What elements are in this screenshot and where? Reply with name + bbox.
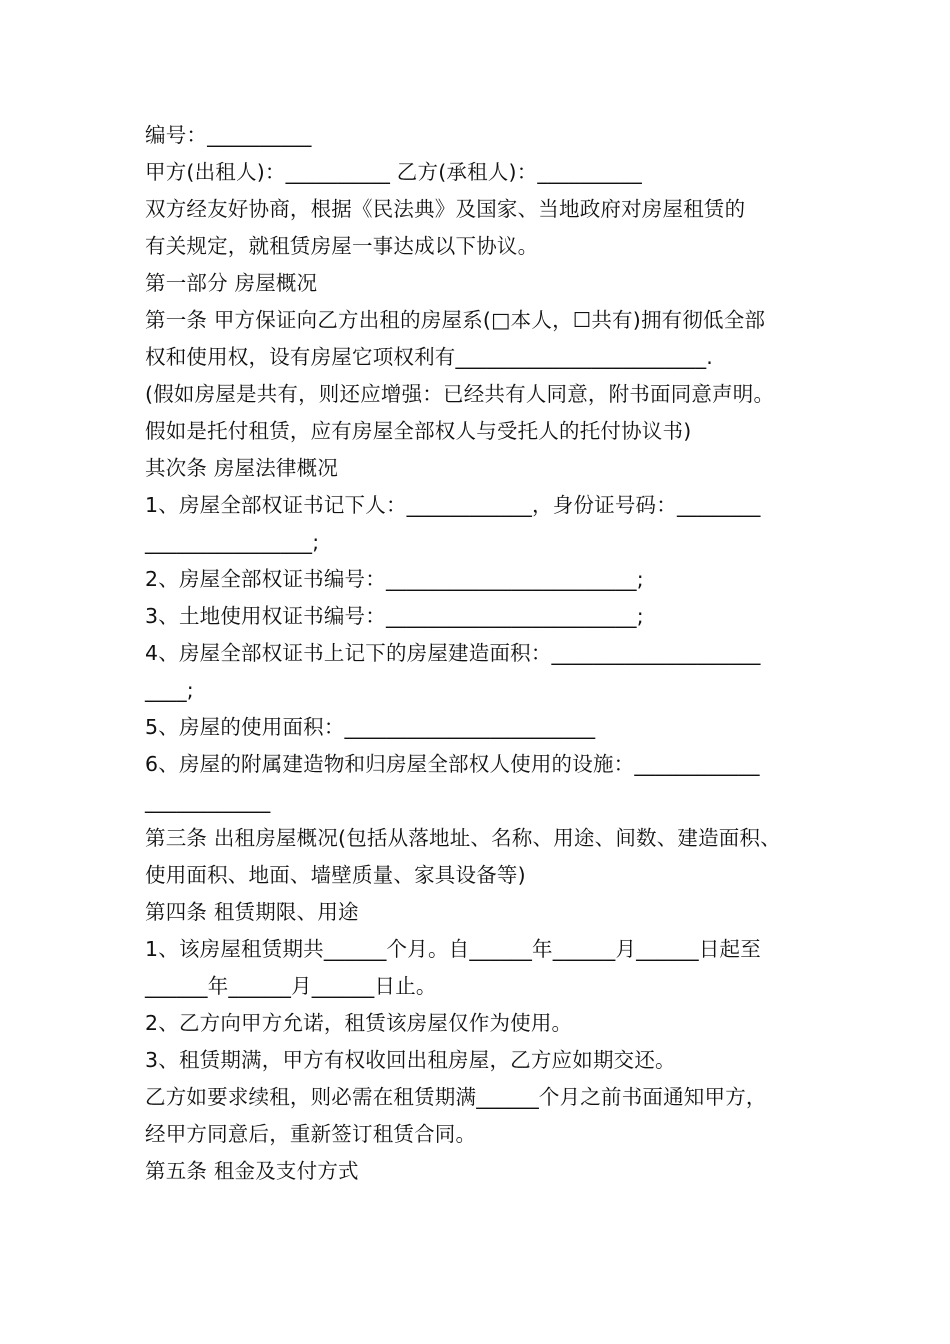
article-one-line-1: 第一条 甲方保证向乙方出租的房屋系(□本人，☐共有)拥有彻低全部 [145,308,766,332]
item-1-line-1: 1、房屋全部权证书记下人：____________，身份证号码：________ [145,493,761,517]
item-4-line-2: ____; [145,678,194,702]
article-one-note-line-2: 假如是托付租赁，应有房屋全部权人与受托人的托付协议书) [145,419,692,443]
item-6-line-1: 6、房屋的附属建造物和归房屋全部权人使用的设施：____________ [145,752,760,776]
renewal-line-2: 经甲方同意后，重新签订租赁合同。 [145,1122,477,1146]
renewal-line-1: 乙方如要求续租，则必需在租赁期满______个月之前书面通知甲方， [145,1085,767,1109]
part-one-heading: 第一部分 房屋概况 [145,271,318,295]
term-line-2: ______年______月______日止。 [145,974,437,998]
article-one-line-2: 权和使用权，设有房屋它项权利有________________________. [145,345,714,369]
use-line: 2、乙方向甲方允诺，租赁该房屋仅作为使用。 [145,1011,573,1035]
item-3-line: 3、土地使用权证书编号：________________________; [145,604,644,628]
document-body [145,117,825,1190]
item-6-line-2: ____________ [145,789,271,813]
preamble-line-1: 双方经友好协商，根据《民法典》及国家、当地政府对房屋租赁的 [145,197,746,221]
article-three-line-1: 第三条 出租房屋概况(包括从落地址、名称、用途、间数、建造面积、 [145,826,781,850]
term-line-1: 1、该房屋租赁期共______个月。自______年______月______日起至 [145,937,761,961]
expiry-line: 3、租赁期满，甲方有权收回出租房屋，乙方应如期交还。 [145,1048,676,1072]
article-three-line-2: 使用面积、地面、墙壁质量、家具设备等) [145,863,526,887]
article-five-heading: 第五条 租金及支付方式 [145,1159,359,1183]
parties-line: 甲方(出租人)：__________ 乙方(承租人)：__________ [145,160,642,184]
item-5-line: 5、房屋的使用面积：________________________ [145,715,596,739]
article-four-heading: 第四条 租赁期限、用途 [145,900,359,924]
item-1-line-2: ________________; [145,530,320,554]
preamble-line-2: 有关规定，就租赁房屋一事达成以下协议。 [145,234,539,258]
article-two-heading: 其次条 房屋法律概况 [145,456,339,480]
item-2-line: 2、房屋全部权证书编号：________________________; [145,567,644,591]
article-one-note-line-1: (假如房屋是共有，则还应增强：已经共有人同意，附书面同意声明。 [145,382,775,406]
item-4-line-1: 4、房屋全部权证书上记下的房屋建造面积：____________________ [145,641,761,665]
contract-number-line: 编号：__________ [145,123,312,147]
